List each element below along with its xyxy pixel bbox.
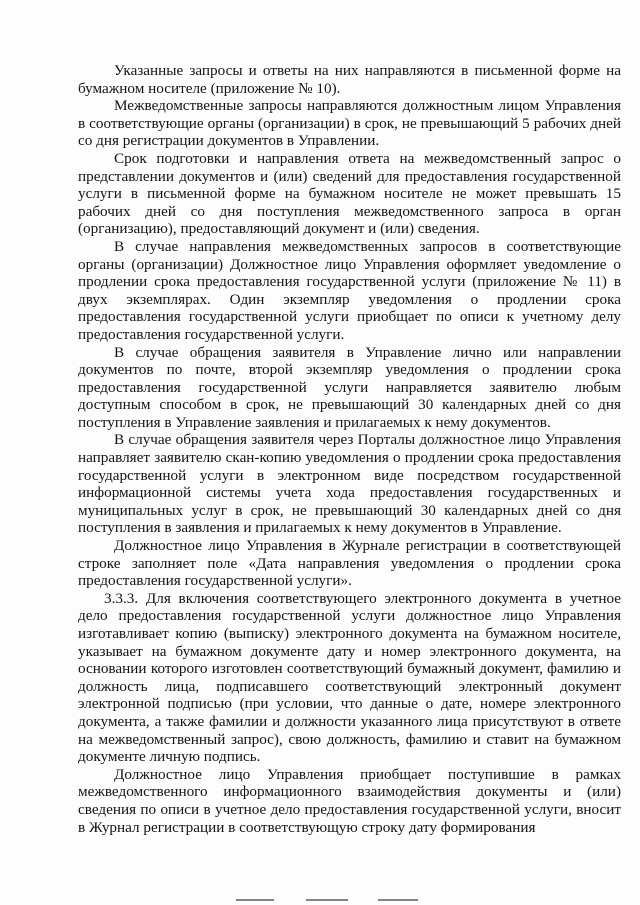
paragraph: Должностное лицо Управления в Журнале регистрации в соответствующей строке заполняет поле «Дата направления уведомления о продлении срока предоставления государственной услуги». [78, 537, 621, 590]
scan-mark [236, 899, 274, 901]
scan-mark [306, 899, 348, 901]
paragraph: В случае обращения заявителя через Порталы должностное лицо Управления направляет заявителю скан-копию уведомления о продлении срока предоставления государственной услуги в электронном виде посредством государственной информационной системы учета хода предоставления государственных и муниципальных услуг в срок, не превышающий 30 календарных дней со дня поступления в заявления и прилагаемых к нему документов в Управление. [78, 431, 621, 537]
paragraph: Срок подготовки и направления ответа на межведомственный запрос о представлении документов и (или) сведений для предоставления государственной услуги в письменной форме на бумажном носителе не может превышать 15 рабочих дней со дня поступления межведомственного запроса в орган (организацию), предоставляющий документ и (или) сведения. [78, 149, 621, 238]
paragraph: Должностное лицо Управления приобщает поступившие в рамках межведомственного информационного взаимодействия документы и (или) сведения по описи в учетное дело предоставления государственной услуги, вносит в Журнал регистрации в соответствующую строку дату формирования [78, 765, 621, 836]
scan-mark [378, 899, 418, 901]
document-body [78, 62, 621, 836]
paragraph: Межведомственные запросы направляются должностным лицом Управления в соответствующие органы (организации) в срок, не превышающий 5 рабочих дней со дня регистрации документов в Управлении. [78, 97, 621, 150]
numbered-paragraph: 3.3.3. Для включения соответствующего электронного документа в учетное дело предоставления государственной услуги должностное лицо Управления изготавливает копию (выписку) электронного документа на бумажном носителе, указывает на бумажном документе дату и номер электронного документа, на основании которого изготовлен соответствующий бумажный документ, фамилию и должность лица, подписавшего соответствующий электронный документ электронной подписью (при условии, что данные о дате, номере электронного документа, а также фамилии и должности указанного лица присутствуют в ответе на межведомственный запрос), свою должность, фамилию и ставит на бумажном документе личную подпись. [78, 589, 621, 766]
paragraph: В случае обращения заявителя в Управление лично или направлении документов по почте, второй экземпляр уведомления о продлении срока предоставления государственной услуги направляется заявителю любым доступным способом в срок, не превышающий 30 календарных дней со дня поступления в Управление заявления и прилагаемых к нему документов. [78, 343, 621, 431]
paragraph: Указанные запросы и ответы на них направляются в письменной форме на бумажном носителе (приложение № 10). [78, 62, 621, 97]
paragraph: В случае направления межведомственных запросов в соответствующие органы (организации) Должностное лицо Управления оформляет уведомление о продлении срока предоставления государственной услуги (приложение № 11) в двух экземплярах. Один экземпляр уведомления о продлении срока предоставления государственной услуги приобщает по описи к учетному делу предоставления государственной услуги. [78, 237, 621, 343]
scan-edge-marks [0, 895, 640, 903]
